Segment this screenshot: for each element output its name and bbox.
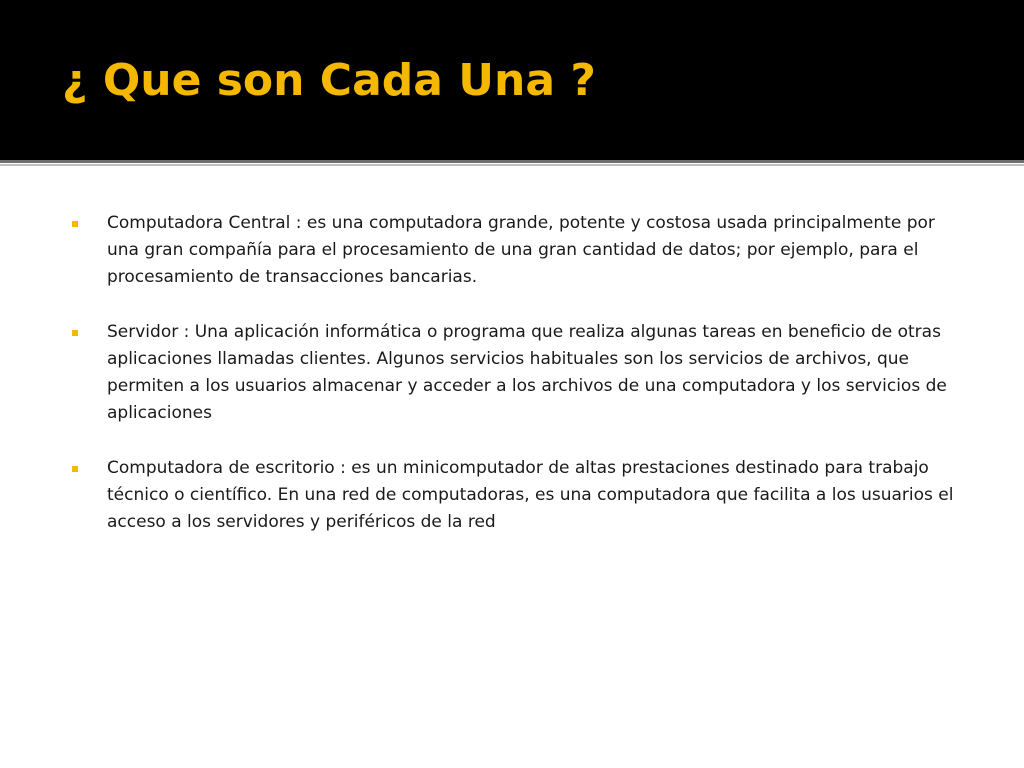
square-bullet-icon	[72, 330, 78, 336]
slide-title: ¿ Que son Cada Una ?	[62, 55, 596, 106]
bullet-item-computadora-central	[70, 210, 970, 291]
square-bullet-icon	[72, 221, 78, 227]
bullet-item-servidor	[70, 319, 970, 427]
square-bullet-icon	[72, 466, 78, 472]
bullet-text: Servidor : Una aplicación informática o programa que realiza algunas tareas en beneficio de otras aplicaciones llamadas clientes. Algunos servicios habituales son los servicios de archivos, que permiten a los usuarios almacenar y acceder a los archivos de una computadora y los servicios de aplicaciones	[107, 322, 947, 423]
bullet-item-computadora-de-escritorio	[70, 455, 970, 536]
bullet-text: Computadora de escritorio : es un minicomputador de altas prestaciones destinado para trabajo técnico o científico. En una red de computadoras, es una computadora que facilita a los usuarios el acceso a los servidores y periféricos de la red	[107, 458, 954, 532]
title-band	[0, 0, 1024, 160]
title-divider-light	[0, 164, 1024, 166]
bullet-text: Computadora Central : es una computadora grande, potente y costosa usada principalmente por una gran compañía para el procesamiento de una gran cantidad de datos; por ejemplo, para el procesamiento de transacciones bancarias.	[107, 213, 935, 287]
title-divider-dark	[0, 160, 1024, 163]
bullet-list	[70, 210, 970, 564]
